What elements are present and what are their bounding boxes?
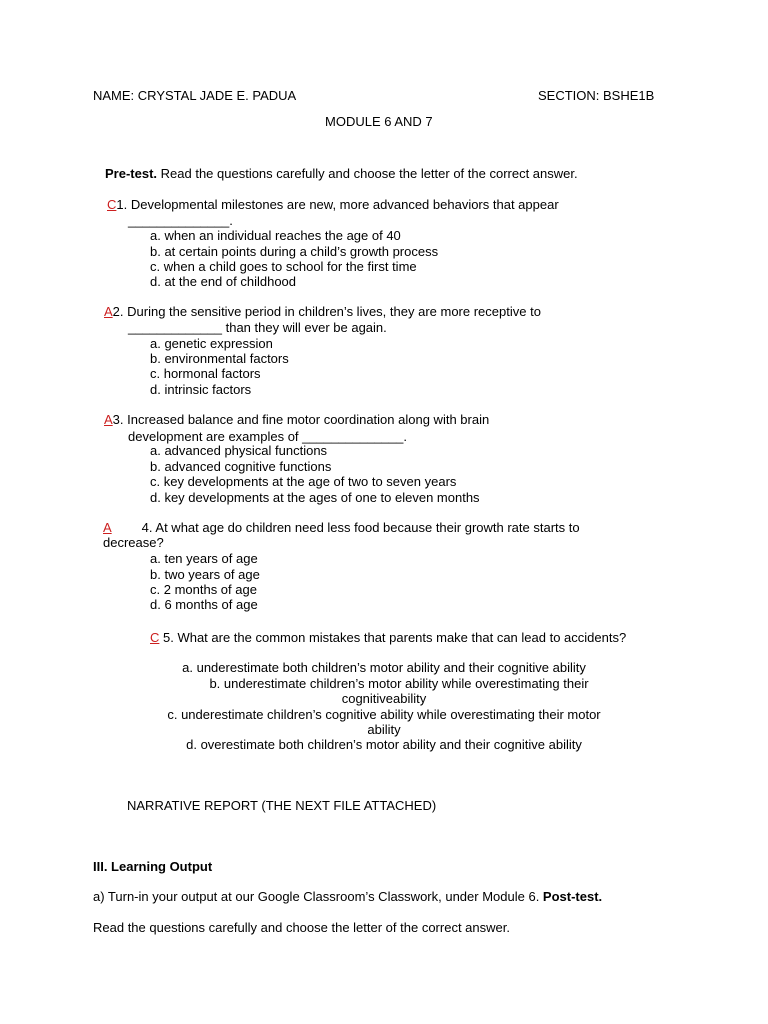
question-continuation: decrease? [103, 535, 164, 550]
option: c. hormonal factors [150, 366, 261, 381]
option-continuation: ability [367, 722, 401, 737]
section-heading: III. Learning Output [93, 859, 213, 874]
question-blank: development are examples of ______________. [128, 429, 407, 444]
option: b. advanced cognitive functions [150, 459, 332, 474]
answer-mark: C [107, 197, 117, 212]
question-text: 1. Developmental milestones are new, more advanced behaviors that appear [116, 197, 559, 212]
option: d. at the end of childhood [150, 274, 297, 289]
pretest-label: Pre-test. [105, 166, 158, 181]
question-4 [103, 520, 580, 535]
answer-mark: C [150, 630, 160, 645]
answer-mark: A [103, 520, 112, 535]
question-blank: ______________. [128, 213, 233, 228]
learning-output-line [93, 889, 602, 904]
question-text: 5. What are the common mistakes that parents make that can lead to accidents? [159, 630, 627, 645]
posttest-label: Post-test. [542, 889, 603, 904]
question-3 [104, 412, 489, 427]
option: b. underestimate children’s motor ability while overestimating their [209, 676, 589, 691]
section-label: SECTION: BSHE1B [538, 88, 655, 103]
narrative-report: NARRATIVE REPORT (THE NEXT FILE ATTACHED) [127, 798, 437, 813]
question-text: 3. Increased balance and fine motor coordination along with brain [112, 412, 490, 427]
option: b. two years of age [150, 567, 260, 582]
option: b. at certain points during a child’s growth process [150, 244, 439, 259]
question-5 [150, 630, 626, 645]
option: d. 6 months of age [150, 597, 258, 612]
option: c. when a child goes to school for the first time [150, 259, 417, 274]
option: a. underestimate both children’s motor ability and their cognitive ability [182, 660, 586, 675]
option: a. when an individual reaches the age of 40 [150, 228, 401, 243]
option: d. key developments at the ages of one to eleven months [150, 490, 480, 505]
option: c. underestimate children’s cognitive ability while overestimating their motor [167, 707, 601, 722]
option: d. intrinsic factors [150, 382, 252, 397]
module-title: MODULE 6 AND 7 [325, 114, 433, 129]
answer-mark: A [104, 412, 113, 427]
pretest-text: Read the questions carefully and choose the letter of the correct answer. [157, 166, 578, 181]
option: d. overestimate both children’s motor ability and their cognitive ability [186, 737, 582, 752]
question-blank: _____________ than they will ever be again. [128, 320, 387, 335]
question-2 [104, 304, 541, 319]
question-text: 2. During the sensitive period in children’s lives, they are more receptive to [112, 304, 541, 319]
answer-mark: A [104, 304, 113, 319]
option: b. environmental factors [150, 351, 289, 366]
question-text: 4. At what age do children need less food because their growth rate starts to [141, 520, 580, 535]
option: a. genetic expression [150, 336, 273, 351]
learning-output-text: a) Turn-in your output at our Google Classroom’s Classwork, under Module 6. [93, 889, 543, 904]
option-continuation: cognitiveability [341, 691, 427, 706]
option: a. ten years of age [150, 551, 258, 566]
question-1 [107, 197, 559, 212]
option: c. key developments at the age of two to seven years [150, 474, 457, 489]
option: c. 2 months of age [150, 582, 257, 597]
pretest-instruction [105, 166, 578, 181]
posttest-instruction: Read the questions carefully and choose the letter of the correct answer. [93, 920, 510, 935]
student-name: NAME: CRYSTAL JADE E. PADUA [93, 88, 297, 103]
option: a. advanced physical functions [150, 443, 328, 458]
